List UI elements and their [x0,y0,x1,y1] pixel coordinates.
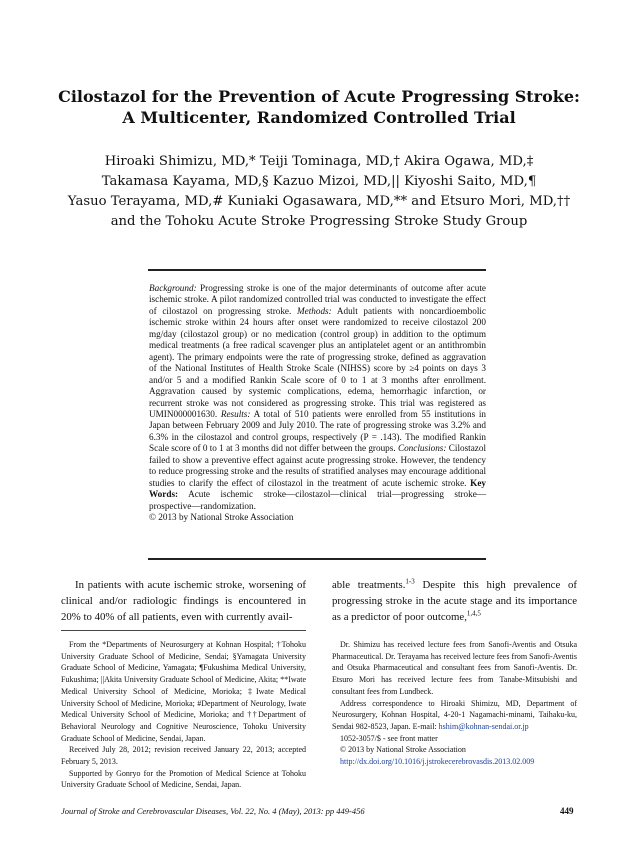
footnotes-left [61,639,306,791]
background-label: Background: [149,283,197,293]
results-label: Results: [220,408,251,419]
title-line-1: Cilostazol for the Prevention of Acute Progressing Stroke: [58,87,580,106]
issn: 1052-3057/$ - see front matter [340,733,438,743]
affiliations: From the *Departments of Neurosurgery at Kohnan Hospital; †Tohoku University Graduate School of Medicine, Sendai; §Yamagata University Graduate School of Medicine, Yamagata; ¶Fukushima Medical University, Fukushima; ||Akita University Graduate School of Medicine, Akita; **Iwate Medical University School of Medicine, Morioka; ‡Iwate Medical University School of Medicine, Morioka; #Department of Neurology, Iwate Medical University School of Medicine, Morioka; and ††Department of Behavioral Neurology and Cognitive Neuroscience, Tohoku University Graduate School of Medicine, Sendai, Japan. [61,640,306,743]
abstract-copyright: © 2013 by National Stroke Association [149,512,294,523]
keywords-text: Acute ischemic stroke—cilostazol—clinical trial—progressing stroke—prospective—randomization. [149,489,487,511]
background-text: Progressing stroke is one of the major determinants of outcome after acute ischemic stroke. A pilot randomized controlled trial was conducted to investigate the effect of cilostazol on progressing stroke. [149,283,486,316]
author-line-2: Takamasa Kayama, MD,§ Kazuo Mizoi, MD,|| Kiyoshi Saito, MD,¶ [101,174,537,189]
funding: Supported by Gonryo for the Promotion of Medical Science at Tohoku University Graduate School of Medicine, Sendai, Japan. [61,768,306,790]
intro-continuation-b: Despite this high prevalence of progressing stroke in the acute stage and its importance as a predictor of poor outcome, [332,579,577,623]
body-column-right [332,577,577,625]
author-list [10,152,628,232]
author-line-3: Yasuo Terayama, MD,# Kuniaki Ogasawara, MD,** and Etsuro Mori, MD,†† [67,194,571,209]
intro-continuation-a: able treatments. [332,579,406,591]
methods-label: Methods: [296,305,332,316]
correspondence-text: Address correspondence to Hiroaki Shimizu, MD, Department of Neurosurgery, Kohnan Hospital, 4-20-1 Nagamachi-minami, Taihaku-ku, Sendai 982-8523, Japan. E-mail: [332,698,577,731]
journal-citation: Journal of Stroke and Cerebrovascular Diseases, Vol. 22, No. 4 (May), 2013: pp 449-456 [61,806,365,816]
abstract [149,283,486,524]
email-link[interactable]: hshim@kohnan-sendai.or.jp [438,721,529,731]
footnote-copyright: © 2013 by National Stroke Association [340,745,466,755]
disclosures: Dr. Shimizu has received lecture fees from Sanofi-Aventis and Otsuka Pharmaceutical. Dr. Terayama has received lecture fees from Sanofi-Aventis and Otsuka Pharmaceutical and consultant fees from Sanofi-Aventis. Dr. Etsuro Mori has received lecture fees from Tanabe-Mitsubishi and consultant fees from Lundbeck. [332,640,577,696]
title-line-2: A Multicenter, Randomized Controlled Trial [122,108,516,127]
results-text: A total of 510 patients were enrolled from 55 institutions in Japan between February 2009 and July 2010. The rate of progressing stroke was 3.2% and 6.3% in the cilostazol and control groups, respectively (P = .143). The modified Rankin Scale score of 0 to 1 at 3 months did not differ between the groups. [149,408,486,454]
intro-paragraph: In patients with acute ischemic stroke, worsening of clinical and/or radiologic findings is encountered in 20% to 40% of all patients, even with currently avail- [61,579,306,623]
footnotes-right [332,639,577,768]
page-number: 449 [560,806,574,816]
author-line-1: Hiroaki Shimizu, MD,* Teiji Tominaga, MD,† Akira Ogawa, MD,‡ [104,154,534,169]
keywords-label: Key Words: [149,477,486,500]
doi-link[interactable]: http://dx.doi.org/10.1016/j.jstrokecerebrovasdis.2013.02.009 [340,757,535,767]
article-title [40,86,598,128]
conclusions-text: Cilostazol failed to show a preventive effect against acute progressing stroke. However, the tendency to reduce progressing stroke and the results of stratified analyses may encourage additional studies to clarify the effect of cilostazol in the treatment of acute ischemic stroke. [149,443,487,488]
conclusions-label: Conclusions: [397,443,447,454]
footnote-rule-left [61,630,306,631]
citation-ref: 1-3 [405,577,415,586]
methods-text: Adult patients with noncardioembolic ischemic stroke within 24 hours after onset were randomized to receive cilostazol 200 mg/day (cilostazol group) or no medication (control group) in addition to the optimum medical treatments (a free radical scavenger plus an antiplatelet agent or an antithrombin agent). The primary endpoints were the rate of progressing stroke, defined as aggravation of the National Institutes of Health Stroke Scale (NIHSS) score by ≥4 points on days 3 and/or 5 and a modified Rankin Scale score of 0 to 1 at 3 months after enrollment. Aggravation caused by systemic complications, edema, hemorrhagic infarction, or recurrent stroke was not considered as progressing stroke. This trial was registered as UMIN000001630. [149,305,486,419]
author-line-4: and the Tohoku Acute Stroke Progressing Stroke Study Group [110,214,528,229]
citation-ref: 1,4,5 [466,609,481,618]
abstract-top-rule [148,269,486,271]
received-dates: Received July 28, 2012; revision received January 22, 2013; accepted February 5, 2013. [61,745,306,767]
intro-continuation [332,577,577,625]
correspondence [332,698,577,733]
body-column-left [61,577,306,625]
abstract-bottom-rule [148,558,486,560]
